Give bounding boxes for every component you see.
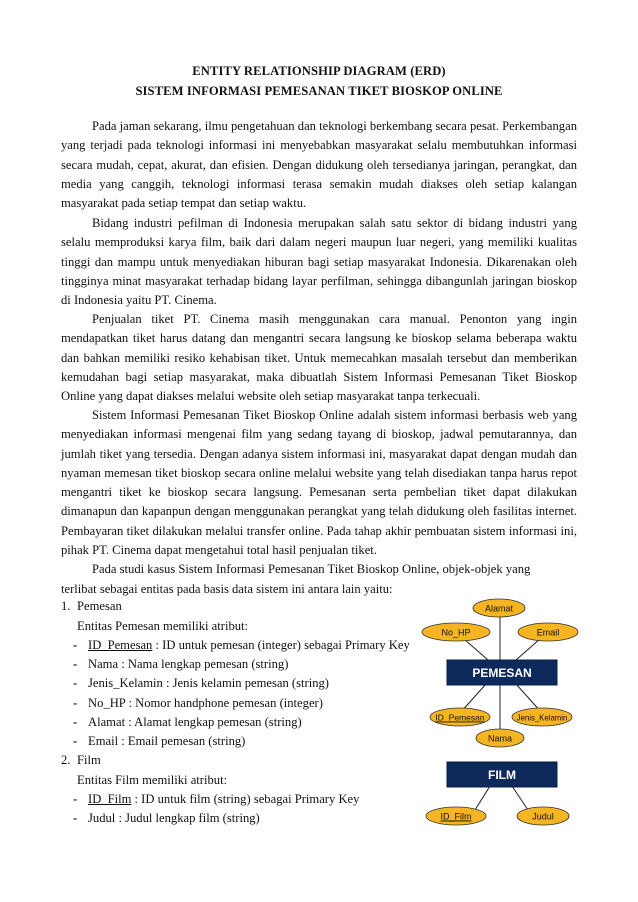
attribute-desc: : ID untuk pemesan (integer) sebagai Primary Key: [152, 638, 410, 652]
connector-line: [475, 786, 490, 810]
paragraph-4: Sistem Informasi Pemesanan Tiket Bioskop Online adalah sistem informasi berbasis web yang menyediakan informasi mengenai film yang sedang tayang di bioskop, jadwal pemutarannya, dan jumlah tiket yang tersedia. Dengan adanya sistem informasi ini, masyarakat dapat dengan mudah dan nyaman memesan tiket bioskop secara online melalui website yang telah disediakan tanpa harus repot mengantri tiket ke bioskop secara langsung. Pemesanan serta pembelian tiket dapat dilakukan dimanapun dan kapanpun dengan menggunakan perangkat yang telah didukung oleh fasilitas internet. Pembayaran tiket dilakukan melalui transfer online. Pada tahap akhir pembuatan sistem informasi ini, pihak PT. Cinema dapat mengetahui total hasil penjualan tiket.: [61, 408, 577, 558]
attribute-desc: : Judul lengkap film (string): [115, 811, 260, 825]
entity-desc: Entitas Pemesan memiliki atribut:: [77, 619, 249, 633]
bullet-dash: -: [73, 792, 78, 806]
attr-label: Judul: [532, 811, 554, 822]
entity-label: PEMESAN: [472, 666, 532, 680]
entity-desc: Entitas Film memiliki atribut:: [77, 773, 228, 787]
bullet-dash: -: [73, 715, 78, 729]
attribute-desc: : Nomor handphone pemesan (integer): [125, 696, 323, 710]
doc-subtitle: SISTEM INFORMASI PEMESANAN TIKET BIOSKOP ONLINE: [135, 84, 503, 98]
entity-name: Pemesan: [77, 599, 122, 613]
attribute-key: Email: [88, 734, 119, 748]
pemesan-erd: [422, 599, 578, 747]
list-number: 2.: [61, 753, 71, 767]
attribute-desc: : Jenis kelamin pemesan (string): [162, 676, 329, 690]
attr-label: ID_Pemesan: [435, 712, 485, 723]
attribute-key: ID_Film: [88, 792, 132, 806]
attr-label: Email: [536, 627, 560, 638]
attribute-desc: : ID untuk film (string) sebagai Primary Key: [131, 792, 360, 806]
connector-line: [512, 786, 528, 810]
attr-label: No_HP: [441, 627, 471, 638]
attribute-desc: : Email pemesan (string): [118, 734, 246, 748]
bullet-dash: -: [73, 638, 78, 652]
bullet-dash: -: [73, 734, 78, 748]
bullet-dash: -: [73, 811, 78, 825]
attr-label: Alamat: [484, 603, 514, 614]
attribute-key: Alamat: [88, 715, 126, 729]
doc-title: ENTITY RELATIONSHIP DIAGRAM (ERD): [192, 64, 446, 78]
paragraph-3: Penjualan tiket PT. Cinema masih menggunakan cara manual. Penonton yang ingin mendapatkan tiket harus datang dan mengantri secara langsung ke bioskop selama beberapa waktu dan bahkan memiliki resiko kehabisan tiket. Untuk memecahkan masalah tersebut dan memberikan kemudahan bagi setiap masyarakat, maka dibuatlah Sistem Informasi Pemesanan Tiket Bioskop Online yang dapat diakses melalui website oleh setiap masyarakat tanpa terkecuali.: [61, 312, 577, 404]
attribute-key: No_HP: [88, 696, 126, 710]
attr-label: ID_Film: [440, 811, 472, 822]
intro-line: terlibat sebagai entitas pada basis data sistem ini antara lain yaitu:: [61, 582, 393, 596]
attribute-desc: : Nama lengkap pemesan (string): [118, 657, 289, 671]
film-erd: [426, 762, 569, 825]
paragraph-1: Pada jaman sekarang, ilmu pengetahuan dan teknologi berkembang secara pesat. Perkembangan yang terjadi pada teknologi informasi ini menyebabkan masyarakat selalu membutuhkan informasi secara mudah, cepat, akurat, dan efisien. Dengan didukung oleh tersedianya jaringan, perangkat, dan media yang canggih, teknologi informasi terasa semakin mudah diakses oleh setiap kalangan masyarakat pada setiap tempat dan setiap waktu.: [61, 119, 577, 211]
bullet-dash: -: [73, 657, 78, 671]
bullet-dash: -: [73, 676, 78, 690]
entity-label: FILM: [488, 768, 516, 782]
attribute-desc: : Alamat lengkap pemesan (string): [125, 715, 302, 729]
attr-label: Jenis_Kelamin: [516, 713, 568, 723]
paragraph-5: Pada studi kasus Sistem Informasi Pemesanan Tiket Bioskop Online, objek-objek yang: [92, 562, 531, 576]
bullet-dash: -: [73, 696, 78, 710]
attribute-key: Jenis_Kelamin: [88, 676, 163, 690]
list-number: 1.: [61, 599, 71, 613]
paragraph-2: Bidang industri pefilman di Indonesia merupakan salah satu sektor di bidang industri yang selalu memproduksi karya film, baik dari dalam negeri maupun luar negeri, yang memiliki kualitas tinggi dan mampu untuk menyediakan hiburan bagi setiap masyarakat Indonesia. Dikarenakan oleh tingginya minat masyarakat terhadap bidang layar perfilman, sehingga dibangunlah jaringan bioskop di Indonesia yaitu PT. Cinema.: [61, 216, 577, 308]
attr-label: Nama: [487, 733, 513, 744]
attribute-key: Nama: [88, 657, 119, 671]
attribute-key: ID_Pemesan: [88, 638, 153, 652]
attribute-key: Judul: [88, 811, 116, 825]
entity-name: Film: [77, 753, 101, 767]
